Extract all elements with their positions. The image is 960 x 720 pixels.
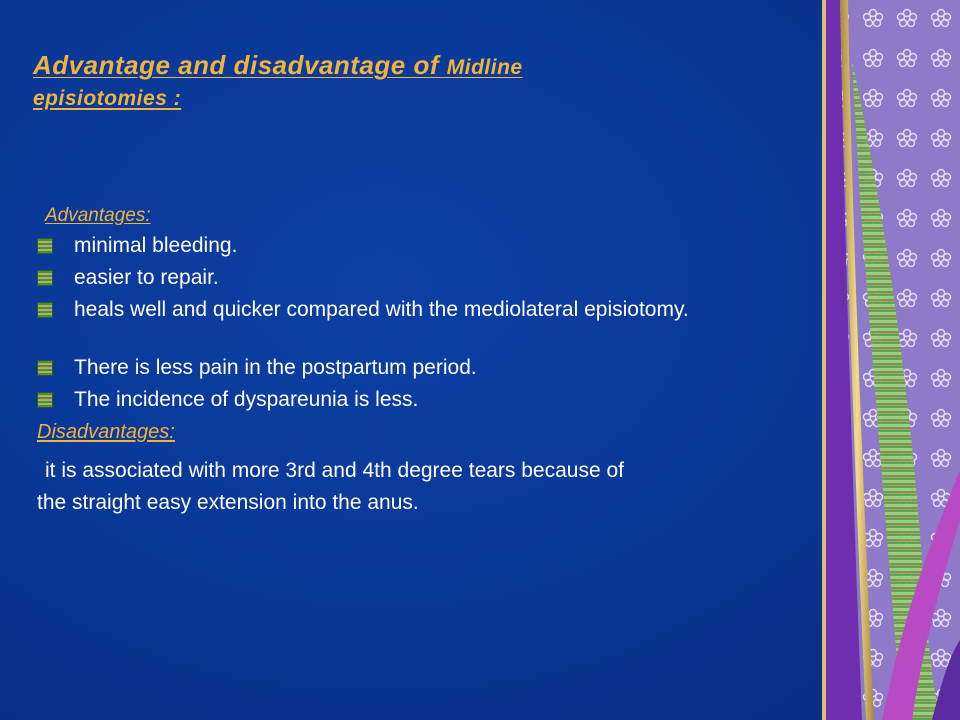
title-part-3: episiotomies : <box>33 87 182 110</box>
disadvantages-line-1: it is associated with more 3rd and 4th degree tears because of <box>45 459 624 482</box>
list-item-text: easier to repair. <box>74 266 219 289</box>
list-item-text: heals well and quicker compared with the mediolateral episiotomy. <box>74 298 689 321</box>
title-part-2: Midline <box>446 56 523 79</box>
bullet-icon <box>37 392 53 408</box>
list-item-text: There is less pain in the postpartum period. <box>74 356 477 379</box>
bullet-icon <box>37 302 53 318</box>
title-part-1: Advantage and disadvantage of <box>33 50 447 80</box>
list-item <box>74 299 774 320</box>
list-item-text: minimal bleeding. <box>74 234 238 257</box>
bullet-icon <box>37 270 53 286</box>
advantages-heading: Advantages: <box>45 205 151 226</box>
bullet-icon <box>37 360 53 376</box>
disadvantages-heading: Disadvantages: <box>37 421 175 443</box>
decorative-side-panel <box>822 0 960 720</box>
list-item <box>74 357 774 378</box>
list-item <box>74 235 774 256</box>
list-item <box>74 389 774 410</box>
list-item <box>74 267 774 288</box>
disadvantages-line-2: the straight easy extension into the anus. <box>37 491 419 514</box>
bullet-icon <box>37 238 53 254</box>
disadvantages-text <box>37 455 807 519</box>
list-item-text: The incidence of dyspareunia is less. <box>74 388 419 411</box>
slide-title <box>33 50 793 111</box>
